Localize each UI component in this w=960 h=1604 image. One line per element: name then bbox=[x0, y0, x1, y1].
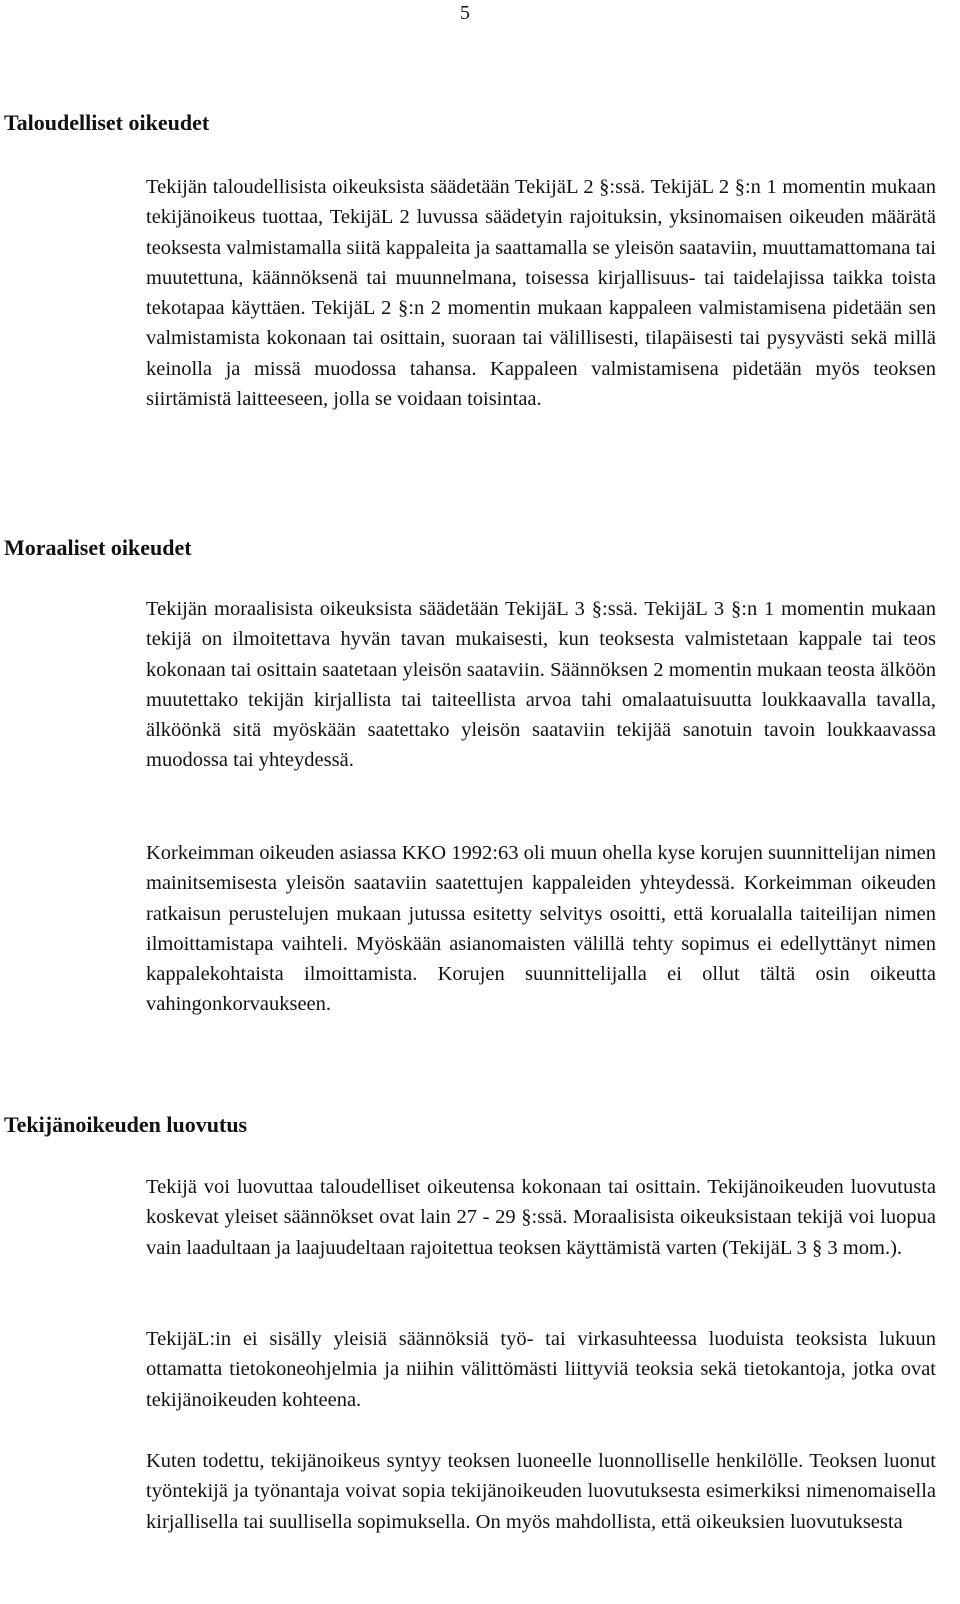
paragraph-luovutus-1: Tekijä voi luovuttaa taloudelliset oikeutensa kokonaan tai osittain. Tekijänoikeuden luovutusta koskevat yleiset säännökset ovat lain 27 - 29 §:ssä. Moraalisista oikeuksistaan tekijä voi luopua vain laadultaan ja laajuudeltaan rajoitettua teoksen käyttämistä varten (TekijäL 3 § 3 mom.). bbox=[146, 1176, 936, 1259]
section-heading-moraaliset: Moraaliset oikeudet bbox=[4, 535, 192, 560]
section-heading-luovutus: Tekijänoikeuden luovutus bbox=[4, 1112, 248, 1137]
paragraph-luovutus-2: TekijäL:in ei sisälly yleisiä säännöksiä työ- tai virkasuhteessa luoduista teoksista lukuun ottamatta tietokoneohjelmia ja niihin välittömästi liittyviä teoksia sekä tietokantoja, jotka ovat tekijänoikeuden kohteena. bbox=[146, 1328, 936, 1411]
section-heading-taloudelliset: Taloudelliset oikeudet bbox=[4, 110, 210, 135]
paragraph-luovutus-3: Kuten todettu, tekijänoikeus syntyy teoksen luoneelle luonnolliselle henkilölle. Teoksen luonut työntekijä ja työnantaja voivat sopia tekijänoikeuden luovutuksesta esimerkiksi nimenomaisella kirjallisella tai suullisella sopimuksella. On myös mahdollista, että oikeuksien luovutuksesta bbox=[146, 1450, 936, 1533]
paragraph-taloudelliset-1: Tekijän taloudellisista oikeuksista säädetään TekijäL 2 §:ssä. TekijäL 2 §:n 1 momentin mukaan tekijänoikeus tuottaa, TekijäL 2 luvussa säädetyin rajoituksin, yksinomaisen oikeuden määrätä teoksesta valmistamalla siitä kappaleita ja saattamalla se yleisön saataviin, muuttamattomana tai muutettuna, käännöksenä tai muunnelmana, toisessa kirjallisuus- tai taidelajissa taikka toista tekotapaa käyttäen. TekijäL 2 §:n 2 momentin mukaan kappaleen valmistamisena pidetään sen valmistamista kokonaan tai osittain, suoraan tai välillisesti, tilapäisesti tai pysyvästi sekä millä keinolla ja missä muodossa tahansa. Kappaleen valmistamisena pidetään myös teoksen siirtämistä laitteeseen, jolla se voidaan toisintaa. bbox=[146, 176, 936, 411]
paragraph-moraaliset-2: Korkeimman oikeuden asiassa KKO 1992:63 oli muun ohella kyse korujen suunnittelijan nimen mainitsemisesta yleisön saataviin saatettujen kappaleiden yhteydessä. Korkeimman oikeuden ratkaisun perustelujen mukaan jutussa esitetty selvitys osoitti, että korualalla taiteilijan nimen ilmoittamistapa vaihteli. Myöskään asianomaisten välillä tehty sopimus ei edellyttänyt nimen kappalekohtaista ilmoittamista. Korujen suunnittelijalla ei ollut tältä osin oikeutta vahingonkorvaukseen. bbox=[146, 842, 936, 1016]
paragraph-moraaliset-1: Tekijän moraalisista oikeuksista säädetään TekijäL 3 §:ssä. TekijäL 3 §:n 1 momentin mukaan tekijä on ilmoitettava hyvän tavan mukaisesti, kun teoksesta valmistetaan kappale tai teos kokonaan tai osittain saatetaan yleisön saataviin. Säännöksen 2 momentin mukaan teosta älköön muutettako tekijän kirjallista tai taiteellista arvoa tahi omalaatuisuutta loukkaavalla tavalla, älköönkä sitä myöskään saatettako yleisön saataviin tekijää sanotuin tavoin loukkaavassa muodossa tai yhteydessä. bbox=[146, 598, 936, 772]
page-number: 5 bbox=[460, 2, 470, 24]
